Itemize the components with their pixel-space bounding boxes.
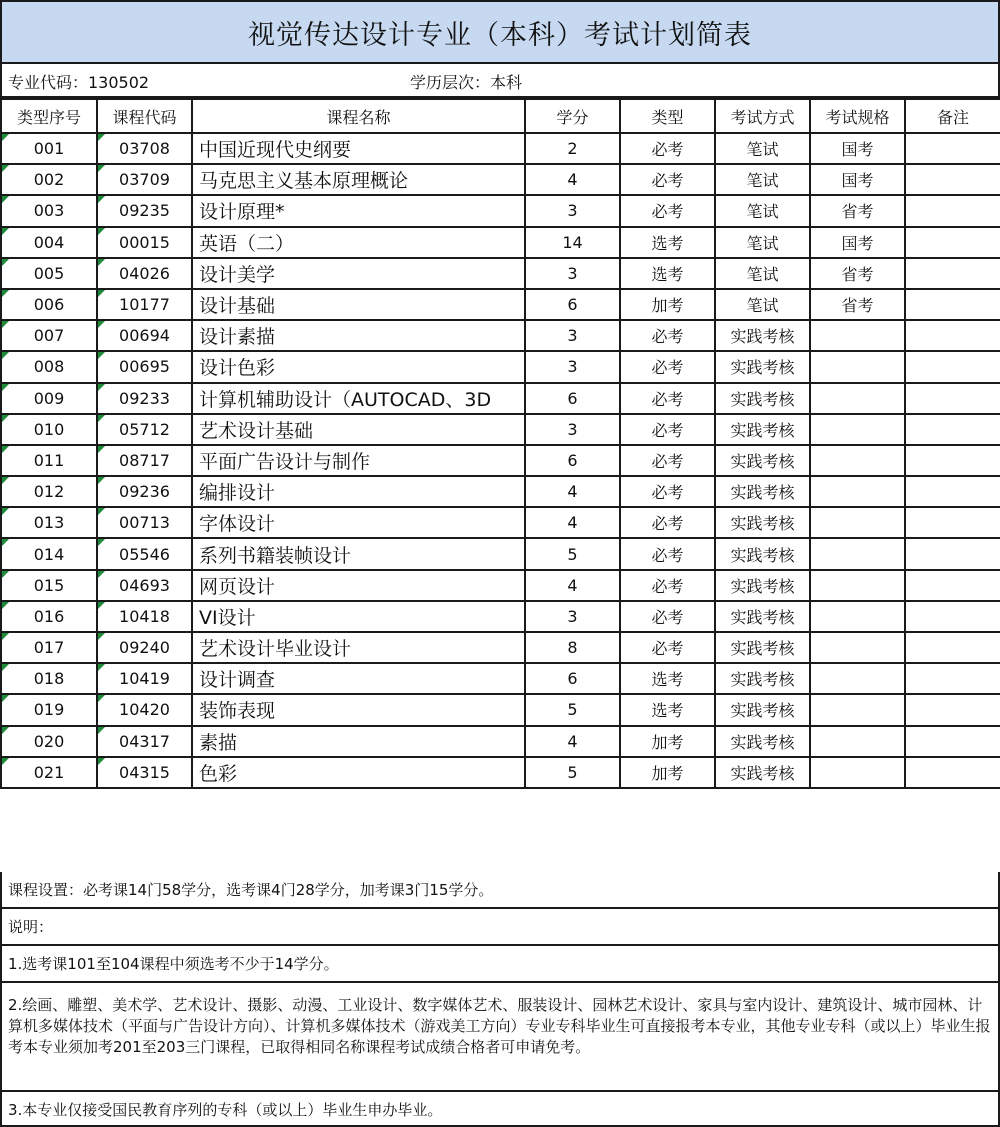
course-type-cell: 选考: [620, 663, 715, 694]
table-row: [1, 195, 1000, 226]
type-no-cell: 001: [1, 133, 97, 164]
exam-mode-cell: 实践考核: [715, 507, 810, 538]
course-code-cell: 04026: [97, 258, 192, 289]
course-name-cell: 中国近现代史纲要: [192, 133, 525, 164]
course-code-cell: 09235: [97, 195, 192, 226]
exam-mode-cell: 笔试: [715, 164, 810, 195]
course-code-cell: 10420: [97, 694, 192, 725]
table-row: [1, 726, 1000, 757]
header-exam-spec: 考试规格: [810, 99, 905, 133]
credit-cell: 2: [525, 133, 620, 164]
course-name-cell: 艺术设计基础: [192, 414, 525, 445]
course-name-cell: 字体设计: [192, 507, 525, 538]
course-name-cell: 设计色彩: [192, 351, 525, 382]
credit-cell: 3: [525, 414, 620, 445]
course-code-cell: 00695: [97, 351, 192, 382]
table-row: [1, 694, 1000, 725]
type-no-cell: 002: [1, 164, 97, 195]
course-name-cell: 艺术设计毕业设计: [192, 632, 525, 663]
type-no-cell: 013: [1, 507, 97, 538]
exam-mode-cell: 笔试: [715, 258, 810, 289]
remark-cell: [905, 351, 1000, 382]
course-type-cell: 必考: [620, 601, 715, 632]
course-summary: 课程设置：必考课14门58学分，选考课4门28学分，加考课3门15学分。: [0, 872, 1000, 909]
exam-mode-cell: 实践考核: [715, 601, 810, 632]
credit-cell: 3: [525, 320, 620, 351]
header-remark: 备注: [905, 99, 1000, 133]
course-type-cell: 加考: [620, 757, 715, 788]
exam-mode-cell: 实践考核: [715, 351, 810, 382]
exam-spec-cell: [810, 570, 905, 601]
header-type-no: 类型序号: [1, 99, 97, 133]
type-no-cell: 017: [1, 632, 97, 663]
remark-cell: [905, 227, 1000, 258]
type-no-cell: 003: [1, 195, 97, 226]
exam-spec-cell: [810, 632, 905, 663]
credit-cell: 4: [525, 570, 620, 601]
course-type-cell: 加考: [620, 726, 715, 757]
table-row: [1, 507, 1000, 538]
exam-spec-cell: [810, 476, 905, 507]
course-code-cell: 10418: [97, 601, 192, 632]
table-row: [1, 570, 1000, 601]
note-item-2: 2.绘画、雕塑、美术学、艺术设计、摄影、动漫、工业设计、数字媒体艺术、服装设计、园林艺术设计、家具与室内设计、建筑设计、城市园林、计算机多媒体技术（平面与广告设计方向）、计算机多媒体技术（游戏美工方向）专业专科毕业生可直接报考本专业，其他专业专科（或以上）毕业生报考本专业须加考201至203三门课程，已取得相同名称课程考试成绩合格者可申请免考。: [0, 983, 1000, 1092]
education-level: 学历层次：本科: [410, 73, 523, 92]
credit-cell: 4: [525, 507, 620, 538]
type-no-cell: 008: [1, 351, 97, 382]
type-no-cell: 016: [1, 601, 97, 632]
course-type-cell: 必考: [620, 133, 715, 164]
course-code-cell: 04315: [97, 757, 192, 788]
course-type-cell: 加考: [620, 289, 715, 320]
remark-cell: [905, 476, 1000, 507]
credit-cell: 6: [525, 445, 620, 476]
table-row: [1, 227, 1000, 258]
table-row: [1, 757, 1000, 788]
exam-spec-cell: [810, 414, 905, 445]
exam-mode-cell: 实践考核: [715, 726, 810, 757]
exam-spec-cell: 国考: [810, 133, 905, 164]
course-code-cell: 00694: [97, 320, 192, 351]
course-name-cell: 网页设计: [192, 570, 525, 601]
credit-cell: 4: [525, 164, 620, 195]
exam-spec-cell: 国考: [810, 164, 905, 195]
course-name-cell: 设计基础: [192, 289, 525, 320]
remark-cell: [905, 570, 1000, 601]
type-no-cell: 004: [1, 227, 97, 258]
course-table: [0, 98, 1000, 789]
course-code-cell: 04317: [97, 726, 192, 757]
type-no-cell: 010: [1, 414, 97, 445]
exam-spec-cell: [810, 320, 905, 351]
remark-cell: [905, 663, 1000, 694]
course-type-cell: 必考: [620, 414, 715, 445]
course-code-cell: 08717: [97, 445, 192, 476]
exam-spec-cell: [810, 538, 905, 569]
course-name-cell: 英语（二）: [192, 227, 525, 258]
header-course-code: 课程代码: [97, 99, 192, 133]
remark-cell: [905, 694, 1000, 725]
remark-cell: [905, 258, 1000, 289]
exam-spec-cell: [810, 507, 905, 538]
course-name-cell: 计算机辅助设计（AUTOCAD、3D: [192, 383, 525, 414]
table-row: [1, 601, 1000, 632]
type-no-cell: 009: [1, 383, 97, 414]
course-name-cell: 平面广告设计与制作: [192, 445, 525, 476]
note-item-3: 3.本专业仅接受国民教育序列的专科（或以上）毕业生申办毕业。: [0, 1092, 1000, 1127]
exam-spec-cell: 省考: [810, 195, 905, 226]
exam-spec-cell: [810, 351, 905, 382]
course-name-cell: 马克思主义基本原理概论: [192, 164, 525, 195]
course-name-cell: 设计素描: [192, 320, 525, 351]
course-type-cell: 必考: [620, 476, 715, 507]
course-type-cell: 必考: [620, 570, 715, 601]
credit-cell: 6: [525, 383, 620, 414]
table-row: [1, 445, 1000, 476]
table-row: [1, 258, 1000, 289]
exam-mode-cell: 实践考核: [715, 445, 810, 476]
table-row: [1, 164, 1000, 195]
course-type-cell: 选考: [620, 227, 715, 258]
credit-cell: 4: [525, 726, 620, 757]
course-type-cell: 选考: [620, 258, 715, 289]
course-name-cell: 设计调查: [192, 663, 525, 694]
course-type-cell: 必考: [620, 195, 715, 226]
course-type-cell: 必考: [620, 383, 715, 414]
course-code-cell: 10419: [97, 663, 192, 694]
remark-cell: [905, 538, 1000, 569]
exam-mode-cell: 笔试: [715, 195, 810, 226]
exam-mode-cell: 实践考核: [715, 663, 810, 694]
header-type: 类型: [620, 99, 715, 133]
exam-spec-cell: [810, 757, 905, 788]
exam-mode-cell: 实践考核: [715, 570, 810, 601]
type-no-cell: 006: [1, 289, 97, 320]
exam-mode-cell: 实践考核: [715, 383, 810, 414]
course-name-cell: VI设计: [192, 601, 525, 632]
table-row: [1, 351, 1000, 382]
course-code-cell: 10177: [97, 289, 192, 320]
credit-cell: 3: [525, 601, 620, 632]
type-no-cell: 018: [1, 663, 97, 694]
course-name-cell: 设计原理*: [192, 195, 525, 226]
exam-mode-cell: 笔试: [715, 289, 810, 320]
remark-cell: [905, 195, 1000, 226]
remark-cell: [905, 757, 1000, 788]
remark-cell: [905, 133, 1000, 164]
exam-spec-cell: [810, 663, 905, 694]
course-name-cell: 系列书籍装帧设计: [192, 538, 525, 569]
course-type-cell: 必考: [620, 164, 715, 195]
table-row: [1, 414, 1000, 445]
course-code-cell: 00713: [97, 507, 192, 538]
type-no-cell: 020: [1, 726, 97, 757]
course-type-cell: 必考: [620, 632, 715, 663]
table-header-row: [1, 99, 1000, 133]
exam-spec-cell: [810, 726, 905, 757]
table-row: [1, 663, 1000, 694]
credit-cell: 4: [525, 476, 620, 507]
exam-spec-cell: [810, 445, 905, 476]
course-code-cell: 05712: [97, 414, 192, 445]
note-item-1: 1.选考课101至104课程中须选考不少于14学分。: [0, 946, 1000, 983]
exam-mode-cell: 实践考核: [715, 632, 810, 663]
remark-cell: [905, 507, 1000, 538]
course-name-cell: 素描: [192, 726, 525, 757]
exam-spec-cell: 省考: [810, 289, 905, 320]
remark-cell: [905, 320, 1000, 351]
credit-cell: 5: [525, 757, 620, 788]
credit-cell: 8: [525, 632, 620, 663]
credit-cell: 6: [525, 289, 620, 320]
type-no-cell: 014: [1, 538, 97, 569]
course-code-cell: 09240: [97, 632, 192, 663]
exam-mode-cell: 笔试: [715, 227, 810, 258]
credit-cell: 3: [525, 351, 620, 382]
type-no-cell: 015: [1, 570, 97, 601]
exam-spec-cell: [810, 694, 905, 725]
course-type-cell: 必考: [620, 445, 715, 476]
remark-cell: [905, 383, 1000, 414]
remark-cell: [905, 726, 1000, 757]
remark-cell: [905, 601, 1000, 632]
sheet-title: 视觉传达设计专业（本科）考试计划简表: [0, 0, 1000, 64]
course-code-cell: 03709: [97, 164, 192, 195]
exam-spec-cell: [810, 601, 905, 632]
remark-cell: [905, 164, 1000, 195]
credit-cell: 14: [525, 227, 620, 258]
table-row: [1, 133, 1000, 164]
type-no-cell: 007: [1, 320, 97, 351]
course-type-cell: 必考: [620, 320, 715, 351]
header-exam-mode: 考试方式: [715, 99, 810, 133]
course-name-cell: 色彩: [192, 757, 525, 788]
credit-cell: 3: [525, 258, 620, 289]
header-credit: 学分: [525, 99, 620, 133]
type-no-cell: 021: [1, 757, 97, 788]
type-no-cell: 012: [1, 476, 97, 507]
exam-mode-cell: 实践考核: [715, 757, 810, 788]
info-row: [0, 64, 1000, 98]
exam-mode-cell: 实践考核: [715, 414, 810, 445]
exam-spec-cell: 省考: [810, 258, 905, 289]
course-code-cell: 05546: [97, 538, 192, 569]
exam-mode-cell: 实践考核: [715, 694, 810, 725]
table-row: [1, 320, 1000, 351]
type-no-cell: 019: [1, 694, 97, 725]
course-name-cell: 装饰表现: [192, 694, 525, 725]
course-type-cell: 必考: [620, 351, 715, 382]
remark-cell: [905, 445, 1000, 476]
course-code-cell: 03708: [97, 133, 192, 164]
course-type-cell: 选考: [620, 694, 715, 725]
header-course-name: 课程名称: [192, 99, 525, 133]
exam-mode-cell: 笔试: [715, 133, 810, 164]
type-no-cell: 005: [1, 258, 97, 289]
table-row: [1, 538, 1000, 569]
course-code-cell: 09233: [97, 383, 192, 414]
course-name-cell: 设计美学: [192, 258, 525, 289]
credit-cell: 5: [525, 694, 620, 725]
credit-cell: 3: [525, 195, 620, 226]
course-type-cell: 必考: [620, 538, 715, 569]
major-code: 专业代码：130502: [8, 73, 150, 92]
table-row: [1, 476, 1000, 507]
exam-spec-cell: [810, 383, 905, 414]
course-rows: [1, 133, 1000, 788]
course-code-cell: 09236: [97, 476, 192, 507]
exam-mode-cell: 实践考核: [715, 476, 810, 507]
credit-cell: 5: [525, 538, 620, 569]
notes-heading: 说明：: [0, 909, 1000, 946]
course-code-cell: 04693: [97, 570, 192, 601]
type-no-cell: 011: [1, 445, 97, 476]
course-name-cell: 编排设计: [192, 476, 525, 507]
course-code-cell: 00015: [97, 227, 192, 258]
table-row: [1, 383, 1000, 414]
exam-spec-cell: 国考: [810, 227, 905, 258]
exam-mode-cell: 实践考核: [715, 538, 810, 569]
exam-mode-cell: 实践考核: [715, 320, 810, 351]
remark-cell: [905, 632, 1000, 663]
credit-cell: 6: [525, 663, 620, 694]
table-row: [1, 632, 1000, 663]
table-row: [1, 289, 1000, 320]
remark-cell: [905, 414, 1000, 445]
course-type-cell: 必考: [620, 507, 715, 538]
remark-cell: [905, 289, 1000, 320]
